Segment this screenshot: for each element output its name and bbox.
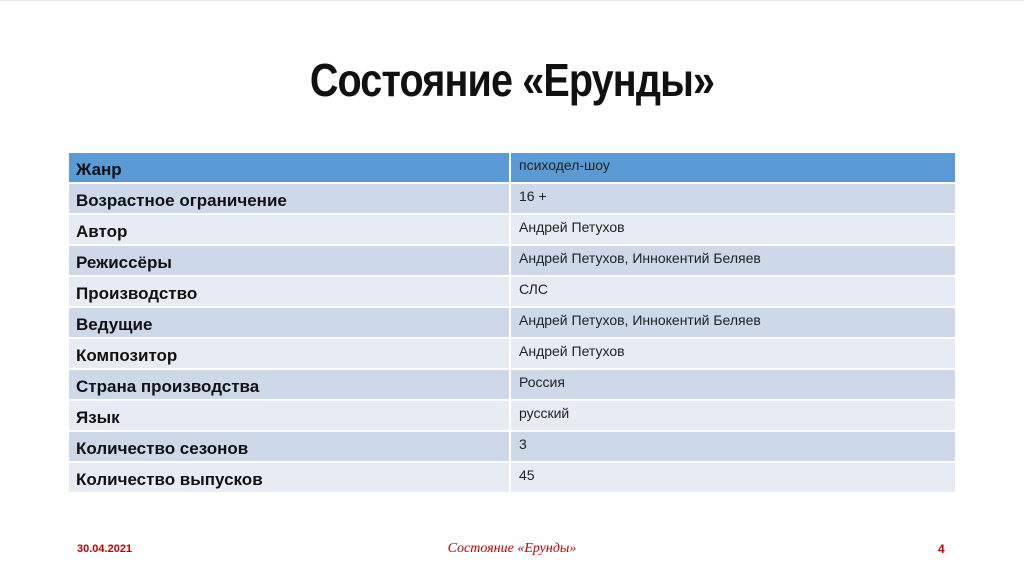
info-table xyxy=(69,153,955,494)
table-row xyxy=(69,432,955,463)
table-row xyxy=(69,277,955,308)
row-key: Производство xyxy=(69,277,511,306)
table-row xyxy=(69,153,955,184)
page-number: 4 xyxy=(938,542,945,556)
table-row xyxy=(69,215,955,246)
row-value: СЛС xyxy=(519,281,548,297)
row-value: 45 xyxy=(519,467,535,483)
row-value: психодел-шоу xyxy=(519,157,610,173)
row-key: Ведущие xyxy=(69,308,511,337)
row-key: Режиссёры xyxy=(69,246,511,275)
row-key: Жанр xyxy=(69,153,511,182)
table-row xyxy=(69,339,955,370)
footer-date: 30.04.2021 xyxy=(77,543,133,555)
row-value: 3 xyxy=(519,436,527,452)
slide-title: Состояние «Ерунды» xyxy=(309,54,715,106)
row-key: Количество выпусков xyxy=(69,463,511,492)
row-value: Андрей Петухов, Иннокентий Беляев xyxy=(519,312,761,328)
row-key: Количество сезонов xyxy=(69,432,511,461)
row-value: Россия xyxy=(519,374,565,390)
row-key: Автор xyxy=(69,215,511,244)
table-row xyxy=(69,463,955,494)
row-value: 16 + xyxy=(519,188,547,204)
row-value: Андрей Петухов xyxy=(519,343,625,359)
table-row xyxy=(69,401,955,432)
row-value: Андрей Петухов, Иннокентий Беляев xyxy=(519,250,761,266)
table-row xyxy=(69,370,955,401)
row-value: русский xyxy=(519,405,570,421)
row-key: Страна производства xyxy=(69,370,511,399)
footer-title: Состояние «Ерунды» xyxy=(447,541,577,556)
row-key: Возрастное ограничение xyxy=(69,184,511,213)
row-key: Язык xyxy=(69,401,511,430)
row-value: Андрей Петухов xyxy=(519,219,625,235)
row-key: Композитор xyxy=(69,339,511,368)
table-row xyxy=(69,308,955,339)
table-row xyxy=(69,184,955,215)
table-row xyxy=(69,246,955,277)
